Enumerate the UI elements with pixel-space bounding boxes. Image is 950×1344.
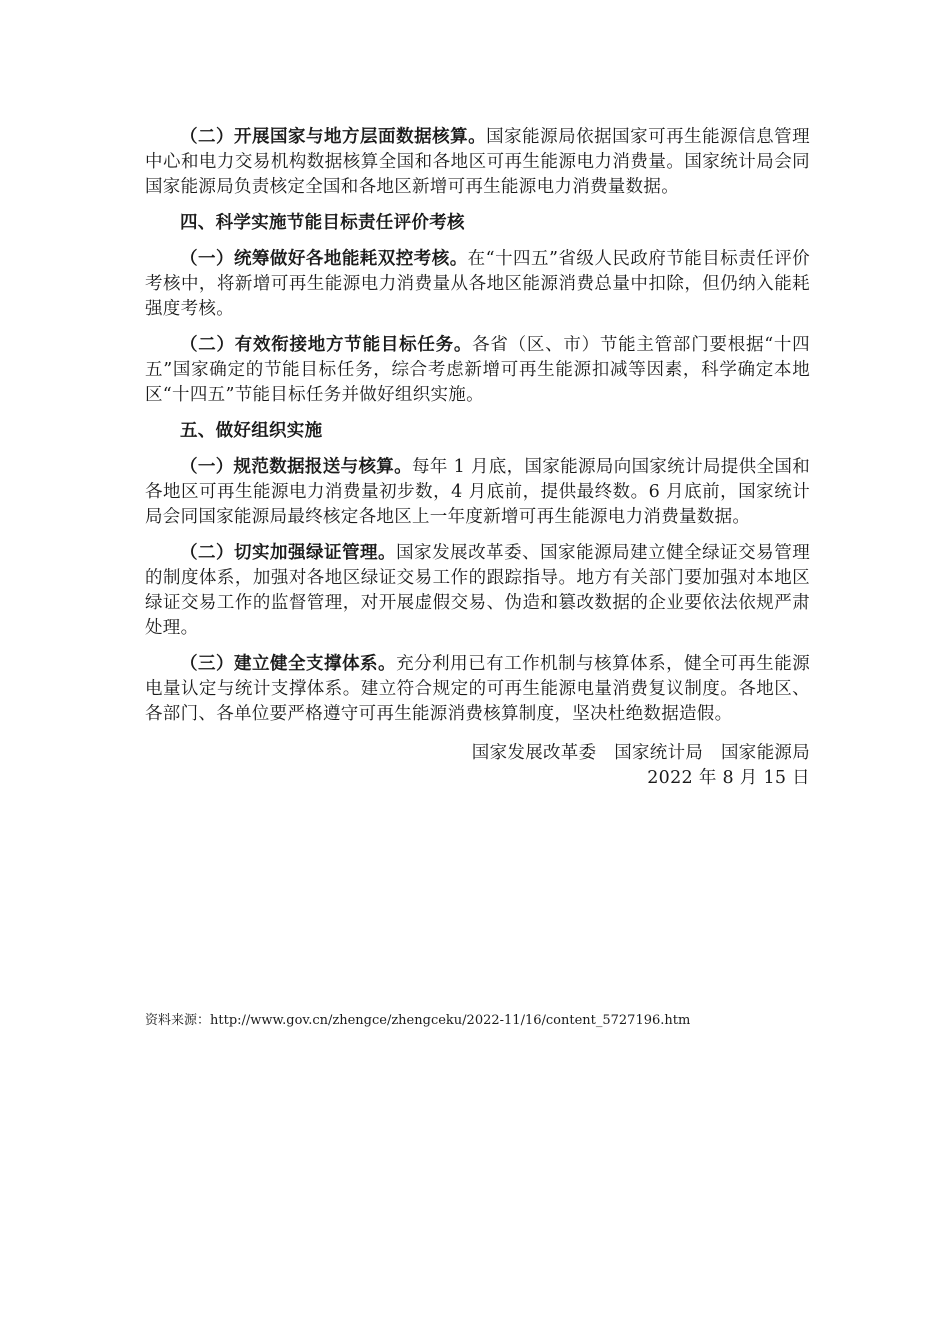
paragraph-lead: （二）开展国家与地方层面数据核算。 — [180, 127, 487, 147]
paragraph-data-reporting — [145, 455, 810, 530]
signature-block — [145, 741, 810, 791]
paragraph-green-cert — [145, 541, 810, 641]
paragraph-lead: （二）切实加强绿证管理。 — [180, 543, 397, 563]
paragraph-text: 各省（区、市）节能主管部门要根据“十四五”国家确定的节能目标任务，综合考虑新增可再生能源扣减等因素，科学确定本地区“十四五”节能目标任务并做好组织实施。 — [145, 335, 810, 405]
paragraph-text: 充分利用已有工作机制与核算体系，健全可再生能源电量认定与统计支撑体系。建立符合规定的可再生能源电量消费复议制度。各地区、各部门、各单位要严格遵守可再生能源消费核算制度，坚决杜绝数据造假。 — [145, 654, 810, 724]
section-heading-4: 四、科学实施节能目标责任评价考核 — [180, 213, 465, 233]
paragraph-local-targets — [145, 333, 810, 408]
paragraph-data-accounting — [145, 125, 810, 200]
paragraph-energy-control — [145, 247, 810, 322]
paragraph-lead: （一）规范数据报送与核算。 — [180, 457, 413, 477]
paragraph-text: 国家发展改革委、国家能源局建立健全绿证交易管理的制度体系，加强对各地区绿证交易工作的跟踪指导。地方有关部门要加强对本地区绿证交易工作的监督管理，对开展虚假交易、伪造和篡改数据的企业要依法依规严肃处理。 — [145, 543, 810, 638]
section-heading-5: 五、做好组织实施 — [180, 421, 323, 441]
paragraph-lead: （二）有效衔接地方节能目标任务。 — [180, 335, 473, 355]
source-note: 资料来源：http://www.gov.cn/zhengce/zhengceku/2022-11/16/content_5727196.htm — [145, 1013, 691, 1028]
paragraph-text: 每年 1 月底，国家能源局向国家统计局提供全国和各地区可再生能源电力消费量初步数，4 月底前，提供最终数。6 月底前，国家统计局会同国家能源局最终核定各地区上一年度新增可再生能源电力消费量数据。 — [145, 457, 810, 527]
paragraph-lead: （三）建立健全支撑体系。 — [180, 654, 397, 674]
document-body — [145, 125, 810, 791]
issue-date: 2022 年 8 月 15 日 — [647, 768, 810, 788]
paragraph-lead: （一）统筹做好各地能耗双控考核。 — [180, 249, 468, 269]
paragraph-text: 国家能源局依据国家可再生能源信息管理中心和电力交易机构数据核算全国和各地区可再生能源电力消费量。国家统计局会同国家能源局负责核定全国和各地区新增可再生能源电力消费量数据。 — [145, 127, 810, 197]
issuers: 国家发展改革委 国家统计局 国家能源局 — [471, 743, 810, 763]
paragraph-support-system — [145, 652, 810, 727]
paragraph-text: 在“十四五”省级人民政府节能目标责任评价考核中，将新增可再生能源电力消费量从各地区能源消费总量中扣除，但仍纳入能耗强度考核。 — [145, 249, 810, 319]
